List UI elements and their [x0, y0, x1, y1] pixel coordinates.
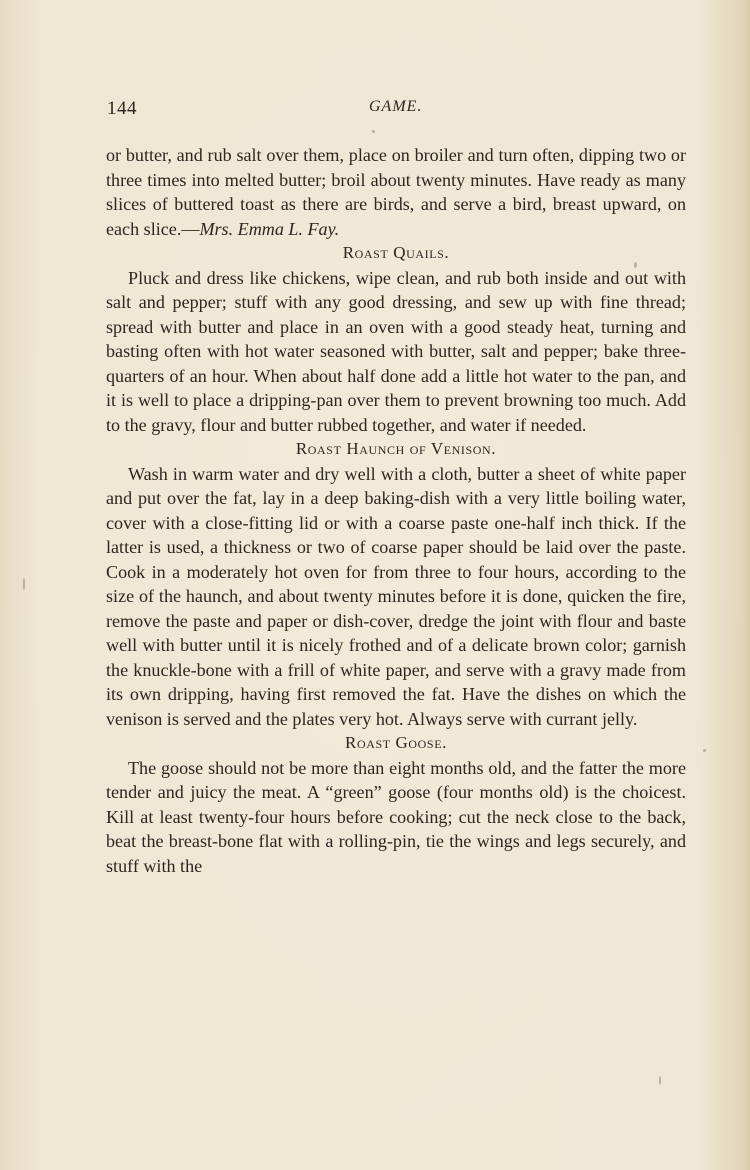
heading-roast-quails: Roast Quails. [342, 243, 450, 262]
continuation-paragraph [106, 143, 686, 241]
heading-roast-haunch-of-venison: Roast Haunch of Venison. [295, 439, 497, 458]
paragraph-roast-goose: The goose should not be more than eight months old, and the fatter the more tender and juicy the meat. A “green” goose (four months old) is the choicest. Kill at least twenty-four hours before cooking; cut the neck close to the back, beat the breast-bone flat with a rolling-pin, tie the wings and legs securely, and stuff with the [106, 757, 686, 876]
paper-speck [23, 578, 25, 590]
paper-speck [372, 130, 375, 133]
continuation-text: or butter, and rub salt over them, place on broiler and turn often, dipping two or three times into melted butter; broil about twenty minutes. Have ready as many slices of buttered toast as there are birds, and serve a bird, breast upward, on each slice.— [106, 145, 686, 239]
running-title: GAME. [369, 98, 423, 115]
page-number: 144 [107, 98, 137, 119]
page-body [106, 143, 686, 878]
attribution: Mrs. Emma L. Fay. [199, 218, 340, 239]
heading-roast-goose: Roast Goose. [345, 733, 447, 752]
paragraph-roast-quails: Pluck and dress like chickens, wipe clean, and rub both inside and out with salt and pepper; stuff with any good dressing, and sew up with fine thread; spread with butter and place in an oven with a good steady heat, turning and basting often with hot water seasoned with butter, salt and pepper; bake three-quarters of an hour. When about half done add a little hot water to the pan, and it is well to place a dripping-pan over them to prevent browning too much. Add to the gravy, flour and butter rubbed together, and water if needed. [106, 267, 686, 435]
paper-speck [659, 1076, 661, 1085]
paper-speck [703, 749, 706, 752]
running-head [107, 98, 685, 128]
paper-speck [634, 262, 637, 268]
paragraph-roast-haunch-of-venison: Wash in warm water and dry well with a cloth, butter a sheet of white paper and put over the fat, lay in a deep baking-dish with a very little boiling water, cover with a close-fitting lid or with a coarse paste one-half inch thick. If the latter is used, a thickness or two of coarse paper should be laid over the paste. Cook in a moderately hot oven for from three to four hours, according to the size of the haunch, and about twenty minutes before it is done, quicken the fire, remove the paste and paper or dish-cover, dredge the joint with flour and baste well with butter until it is nicely frothed and of a delicate brown color; garnish the knuckle-bone with a frill of white paper, and serve with a gravy made from its own dripping, having first removed the fat. Have the dishes on which the venison is served and the plates very hot. Always serve with currant jelly. [106, 463, 686, 729]
